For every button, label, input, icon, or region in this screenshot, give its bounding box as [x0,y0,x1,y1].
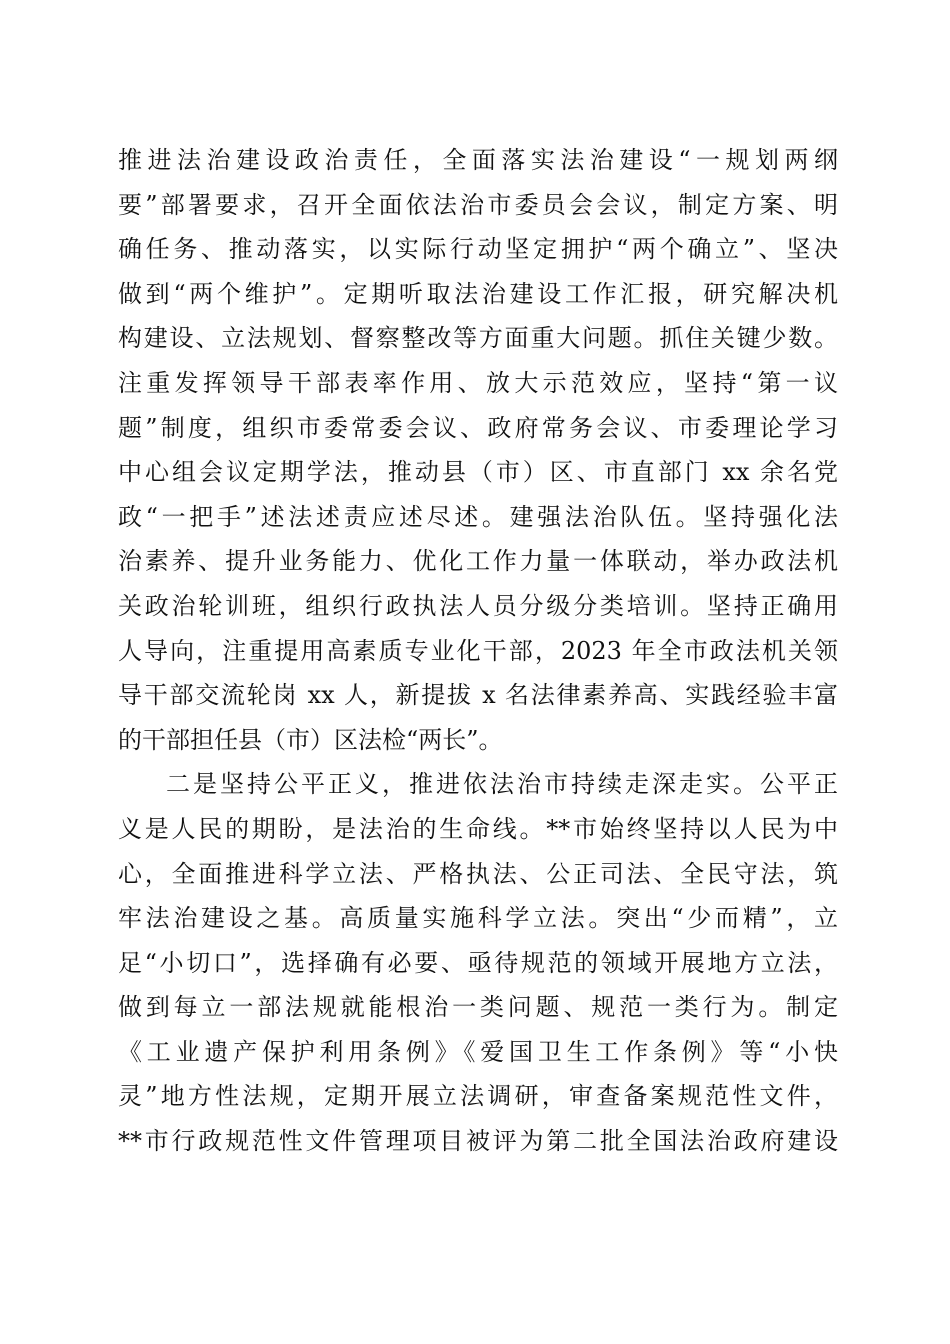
text-line: 推进法治建设政治责任，全面落实法治建设“一规划两纲 [118,146,838,174]
text-line: 做到每立一部法规就能根治一类问题、规范一类行为。制定 [118,993,838,1022]
text-line: 足“小切口”，选择确有必要、亟待规范的领域开展地方立法， [118,948,838,977]
text-line: **市行政规范性文件管理项目被评为第二批全国法治政府建设 [118,1127,838,1156]
document-body [118,138,838,1164]
text-line: 人导向，注重提用高素质专业化干部，2023 年全市政法机关领 [118,636,838,665]
text-line: 注重发挥领导干部表率作用、放大示范效应，坚持“第一议 [118,368,838,397]
text-line: 二是坚持公平正义，推进依法治市持续走深走实。公平正 [166,770,838,799]
text-line: 牢法治建设之基。高质量实施科学立法。突出“少而精”，立 [118,904,838,933]
text-line: 要”部署要求，召开全面依法治市委员会会议，制定方案、明 [118,190,838,219]
text-line: 义是人民的期盼，是法治的生命线。**市始终坚持以人民为中 [118,814,838,843]
text-line: 中心组会议定期学法，推动县（市）区、市直部门 xx 余名党 [118,458,838,487]
text-line: 关政治轮训班，组织行政执法人员分级分类培训。坚持正确用 [118,591,838,620]
text-line: 题”制度，组织市委常委会议、政府常务会议、市委理论学习 [118,413,838,442]
text-line: 的干部担任县（市）区法检“两长”。 [118,725,503,754]
text-line: 导干部交流轮岗 xx 人，新提拔 x 名法律素养高、实践经验丰富 [118,681,838,710]
text-line: 做到“两个维护”。定期听取法治建设工作汇报，研究解决机 [118,279,838,308]
paragraph-2 [118,762,838,1163]
text-line: 政“一把手”述法述责应述尽述。建强法治队伍。坚持强化法 [118,502,838,531]
text-line: 治素养、提升业务能力、优化工作力量一体联动，举办政法机 [118,547,838,576]
paragraph-1 [118,138,838,762]
text-line: 《工业遗产保护利用条例》《爱国卫生工作条例》等“小快 [118,1037,838,1066]
text-line: 心，全面推进科学立法、严格执法、公正司法、全民守法，筑 [118,859,838,888]
text-line: 确任务、推动落实，以实际行动坚定拥护“两个确立”、坚决 [118,235,838,264]
text-line: 灵”地方性法规，定期开展立法调研，审查备案规范性文件， [118,1082,838,1111]
text-line: 构建设、立法规划、督察整改等方面重大问题。抓住关键少数。 [118,324,838,353]
